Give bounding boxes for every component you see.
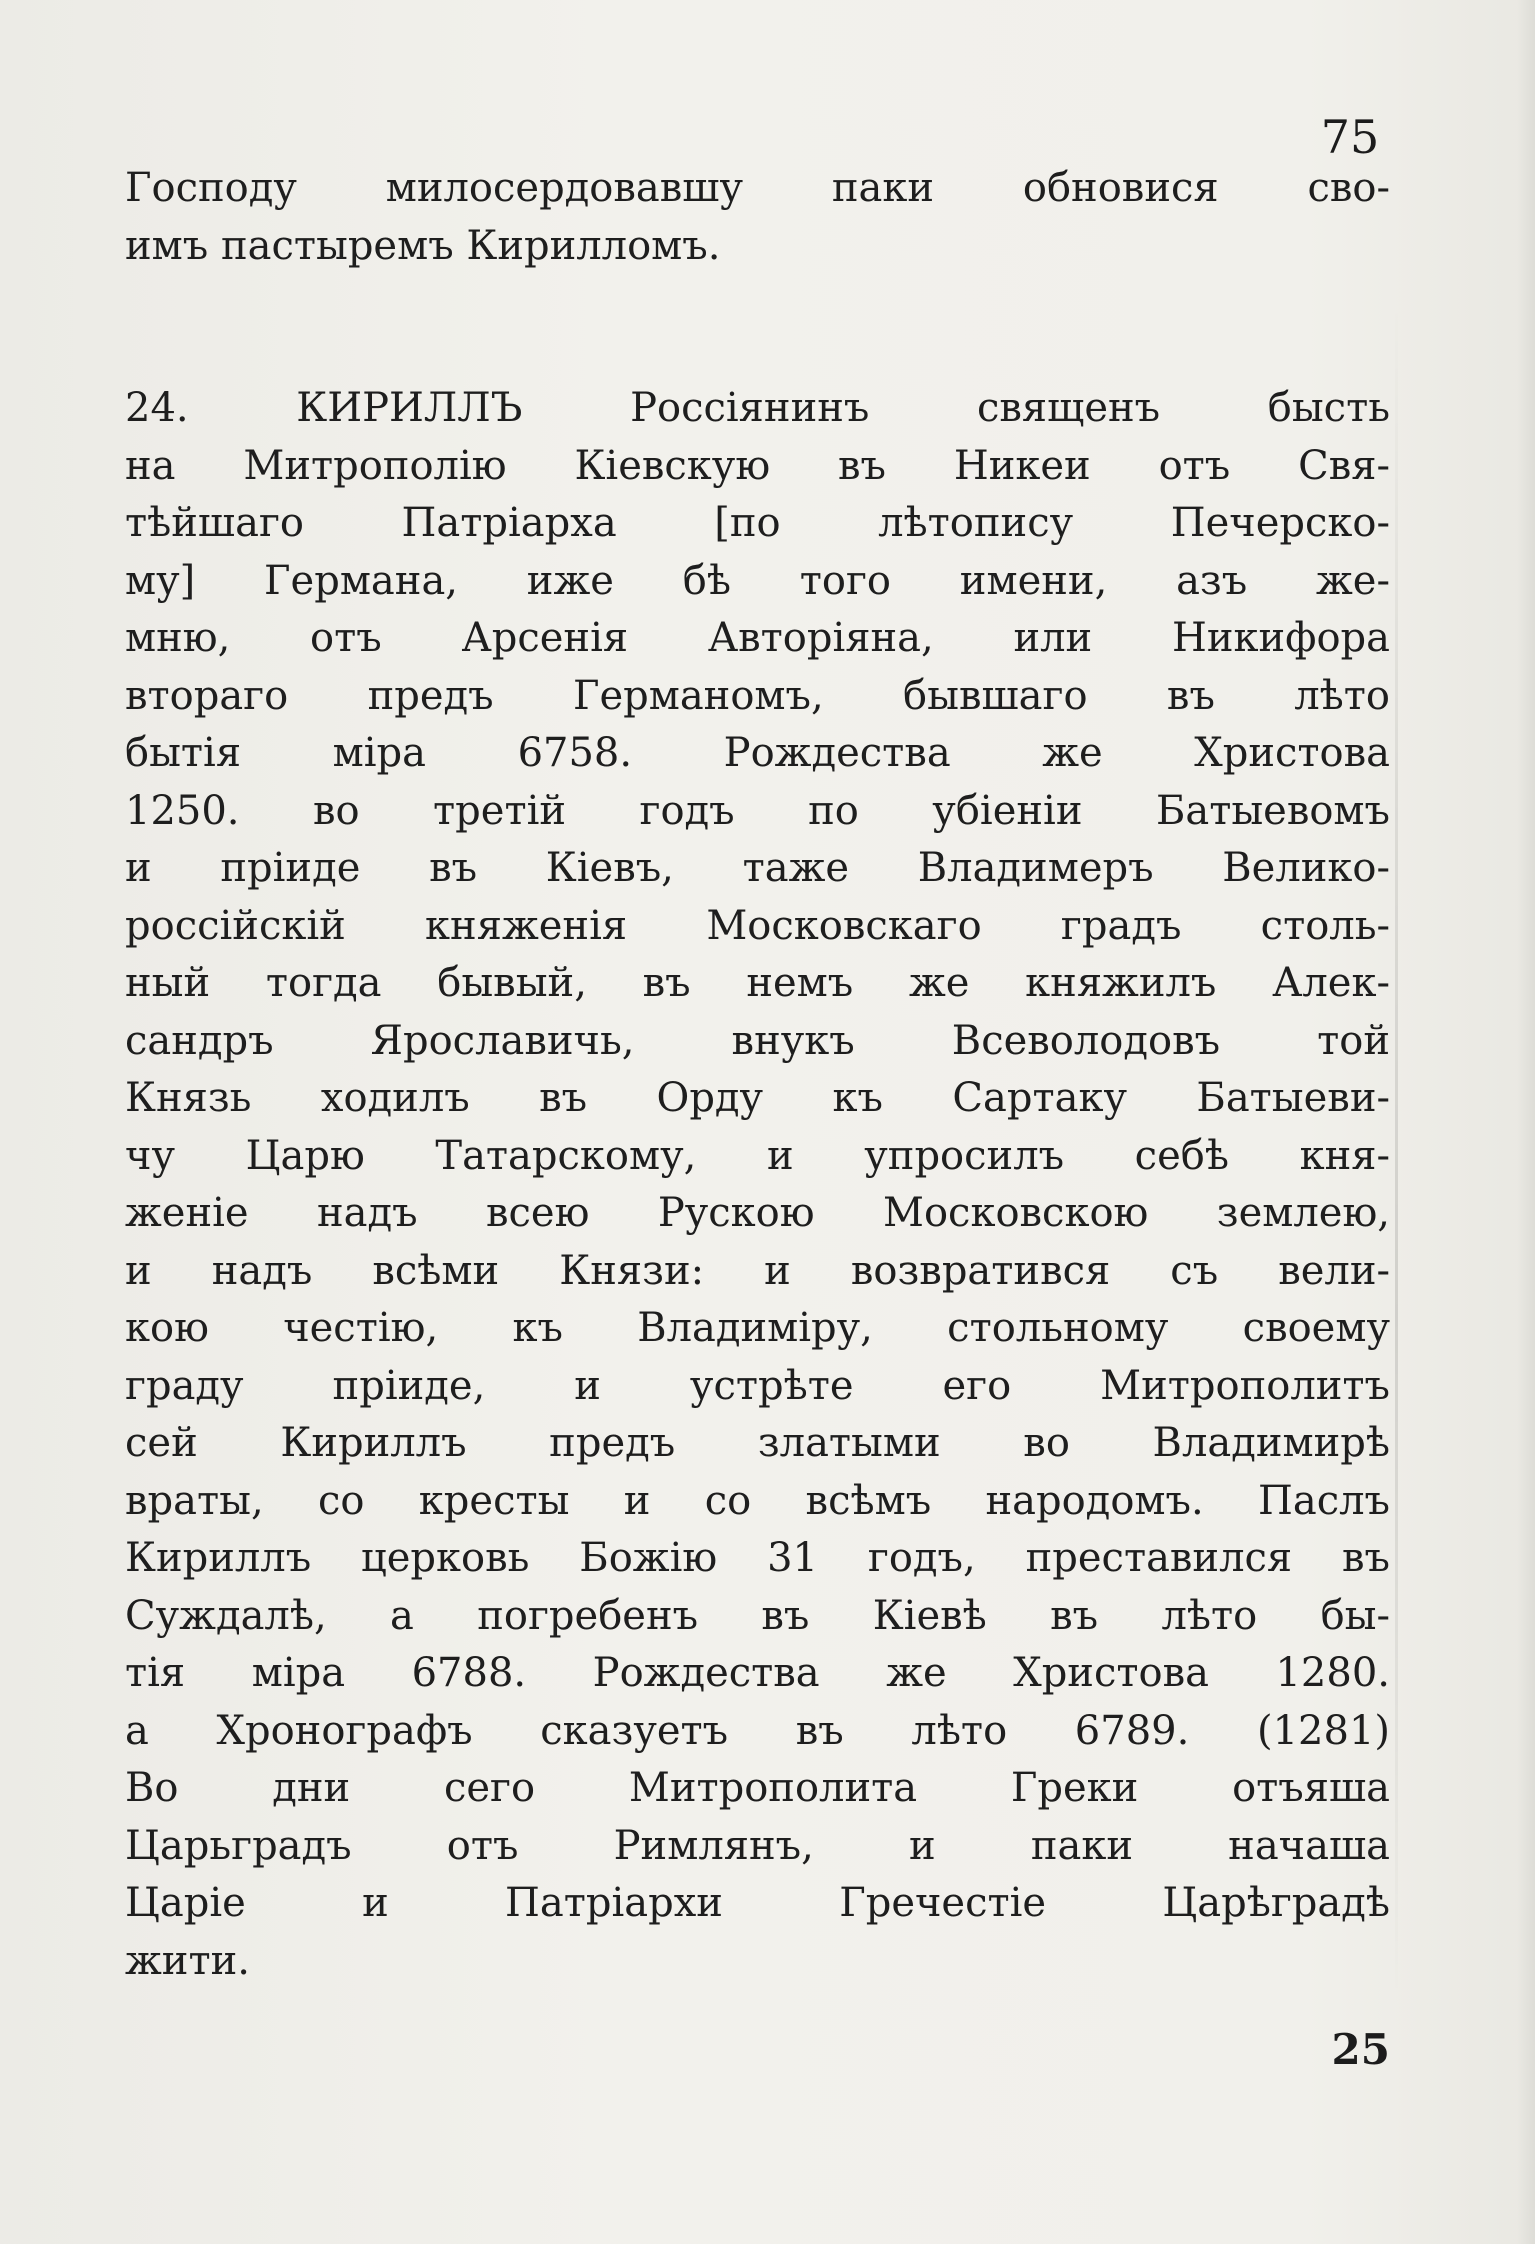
text-line: втораго предъ Германомъ, бывшаго въ лѣто: [125, 672, 1390, 719]
text-line: чу Царю Татарскому, и упросилъ себѣ кня-: [125, 1132, 1390, 1179]
main-paragraph: [125, 380, 1390, 1990]
text-line: 24. КИРИЛЛЪ Россіянинъ священъ бысть: [125, 385, 1390, 431]
text-line: граду пріиде, и устрѣте его Митрополитъ: [125, 1362, 1390, 1409]
text-line: 1250. во третій годъ по убіеніи Батыевомъ: [125, 787, 1390, 834]
text-line: Царіе и Патріархи Гречестіе Царѣградѣ: [125, 1880, 1390, 1926]
text-line: мню, отъ Арсенія Авторіяна, или Никифора: [125, 615, 1390, 661]
text-line: тѣйшаго Патріарха [по лѣтопису Печерско-: [125, 500, 1390, 546]
text-line: и надъ всѣми Князи: и возвратився съ вели-: [125, 1247, 1390, 1294]
text-line: женіе надъ всею Рускою Московскою землею,: [125, 1190, 1390, 1236]
text-line: имъ пастыремъ Кирилломъ.: [125, 222, 721, 269]
text-line: бытія міра 6758. Рождества же Христова: [125, 730, 1390, 776]
text-line: а Хронографъ сказуетъ въ лѣто 6789. (1281): [125, 1707, 1390, 1754]
text-line: Князь ходилъ въ Орду къ Сартаку Батыеви-: [125, 1075, 1390, 1121]
text-line: Во дни сего Митрополита Греки отъяша: [125, 1765, 1390, 1811]
text-line: ный тогда бывый, въ немъ же княжилъ Алек-: [125, 960, 1390, 1006]
text-line: жити.: [125, 1937, 250, 1984]
text-line: на Митрополію Кіевскую въ Никеи отъ Свя-: [125, 442, 1390, 489]
text-line: враты, со кресты и со всѣмъ народомъ. Паслъ: [125, 1477, 1390, 1524]
page-number: 75: [1320, 110, 1380, 164]
text-line: кою честію, къ Владиміру, стольному своему: [125, 1305, 1390, 1351]
signature-mark: 25: [1331, 2025, 1390, 2074]
page-crease: [1395, 300, 1398, 2000]
text-line: тія міра 6788. Рождества же Христова 1280.: [125, 1650, 1390, 1696]
text-line: Царьградъ отъ Римлянъ, и паки начаша: [125, 1822, 1390, 1869]
text-line: Господу милосердовавшу паки обновися сво-: [125, 165, 1390, 211]
paragraph-gap: [125, 275, 1390, 380]
text-line: Суждалѣ, а погребенъ въ Кіевѣ въ лѣто бы-: [125, 1592, 1390, 1639]
text-line: Кириллъ церковь Божію 31 годъ, преставился въ: [125, 1535, 1390, 1581]
page-edge-shadow: [1517, 0, 1535, 2244]
text-line: и пріиде въ Кіевъ, таже Владимеръ Велико-: [125, 845, 1390, 891]
text-line: сандръ Ярославичь, внукъ Всеволодовъ той: [125, 1017, 1390, 1064]
text-block: [125, 160, 1390, 1990]
text-line: му] Германа, иже бѣ того имени, азъ же-: [125, 557, 1390, 604]
text-line: сей Кириллъ предъ златыми во Владимирѣ: [125, 1420, 1390, 1466]
text-line: россійскій княженія Московскаго градъ столь-: [125, 902, 1390, 949]
intro-paragraph: [125, 160, 1390, 275]
